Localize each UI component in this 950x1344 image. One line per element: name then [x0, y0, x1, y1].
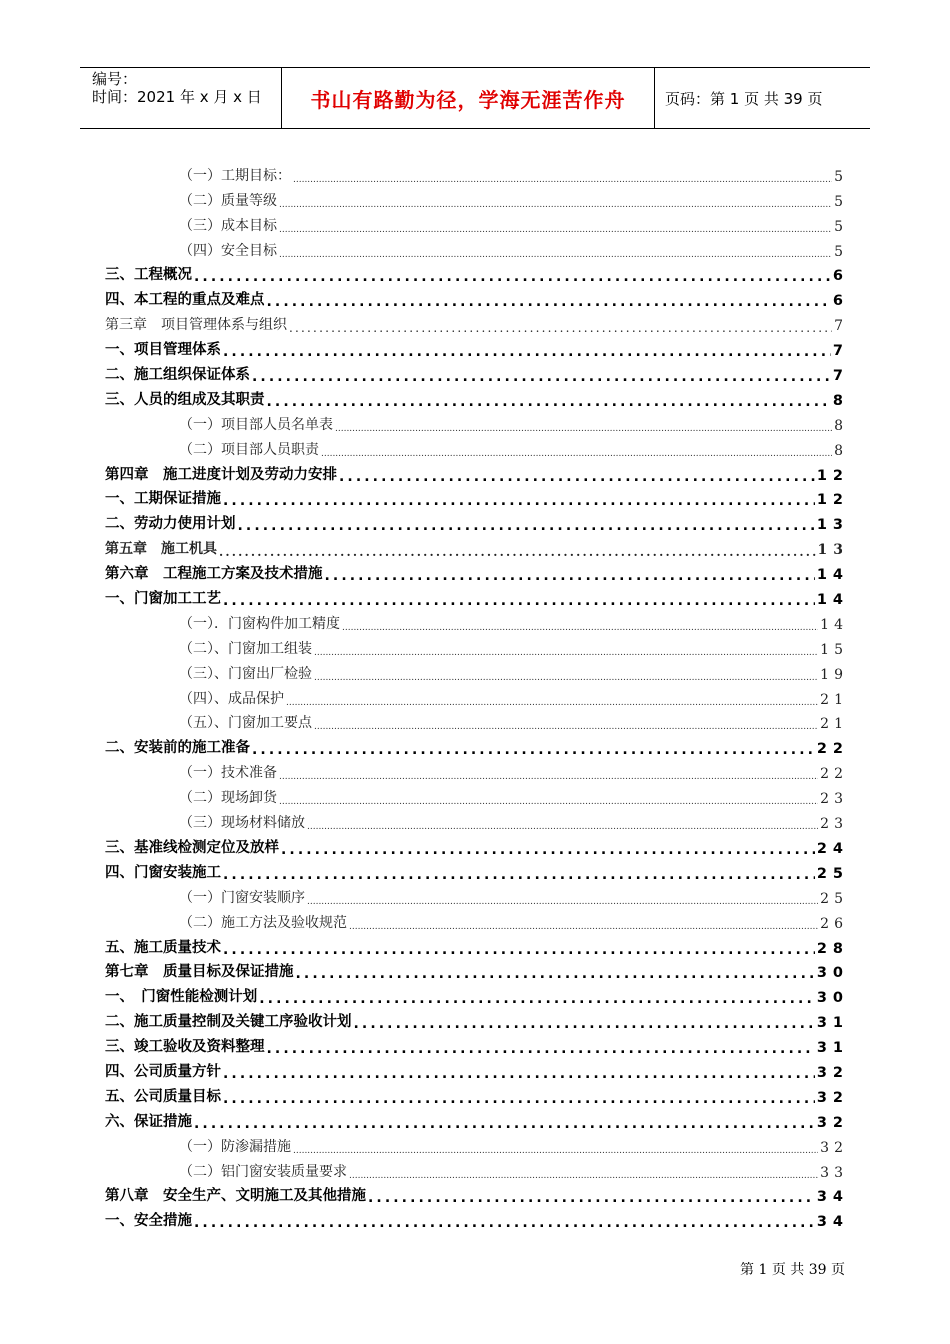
toc-dot-leader	[279, 196, 832, 210]
toc-entry-title: （四）、成品保护	[179, 690, 284, 707]
toc-entry-title: （二）现场卸货	[179, 790, 277, 807]
toc-entry-title: 一、项目管理体系	[105, 342, 221, 359]
toc-entry-title: 五、公司质量目标	[105, 1088, 221, 1105]
toc-dot-leader	[267, 395, 831, 409]
toc-entry[interactable]	[105, 1156, 848, 1181]
toc-entry-page: 12	[816, 467, 849, 484]
toc-entry-page: 32	[816, 1114, 849, 1131]
header-page-number: 页码：第 1 页 共 39 页	[665, 89, 823, 108]
toc-entry[interactable]	[105, 284, 849, 310]
toc-entry-title: 第三章 项目管理体系与组织	[105, 317, 287, 334]
toc-entry-title: 第六章 工程施工方案及技术措施	[105, 566, 323, 583]
toc-entry[interactable]	[105, 857, 849, 882]
toc-dot-leader	[307, 893, 818, 907]
toc-entry-title: （三）、门窗出厂检验	[179, 665, 312, 682]
toc-entry[interactable]	[105, 484, 849, 509]
toc-entry-title: 六、保证措施	[105, 1113, 192, 1130]
toc-entry-page: 32	[820, 1139, 848, 1156]
toc-dot-leader	[223, 943, 815, 957]
document-number-label: 编号：	[92, 70, 138, 88]
toc-entry-title: （一）防渗漏措施	[179, 1138, 291, 1155]
toc-entry[interactable]	[105, 1181, 849, 1206]
toc-entry-page: 24	[816, 840, 849, 857]
toc-entry-title: 第四章 施工进度计划及劳动力安排	[105, 466, 337, 483]
toc-entry-title: （一）门窗安装顺序	[179, 889, 305, 906]
toc-entry-title: （一）工期目标：	[179, 167, 291, 184]
toc-entry[interactable]	[105, 409, 848, 434]
toc-entry[interactable]	[105, 1031, 849, 1057]
toc-entry-page: 22	[820, 766, 848, 783]
toc-dot-leader	[349, 1167, 818, 1181]
toc-dot-leader	[314, 644, 818, 658]
toc-dot-leader	[194, 1216, 815, 1230]
toc-dot-leader	[335, 420, 832, 434]
toc-entry[interactable]	[105, 608, 848, 633]
toc-entry-title: （五）、门窗加工要点	[179, 715, 312, 732]
toc-entry-title: 四、门窗安装施工	[105, 864, 221, 881]
toc-entry-title: （二）施工方法及验收规范	[179, 914, 347, 931]
toc-entry[interactable]	[105, 658, 848, 683]
toc-entry[interactable]	[105, 260, 849, 285]
toc-entry[interactable]	[105, 583, 849, 609]
toc-entry[interactable]	[105, 907, 848, 932]
toc-entry[interactable]	[105, 533, 849, 559]
toc-dot-leader	[349, 918, 818, 932]
toc-dot-leader	[307, 818, 818, 832]
toc-entry-title: 第五章 施工机具	[105, 541, 217, 558]
toc-entry-title: （一）技术准备	[179, 765, 277, 782]
toc-entry-title: （二）项目部人员职责	[179, 441, 319, 458]
toc-entry-page: 5	[834, 193, 848, 210]
toc-entry[interactable]	[105, 1205, 849, 1231]
toc-entry[interactable]	[105, 558, 849, 584]
page-header	[80, 67, 870, 129]
toc-dot-leader	[281, 843, 815, 857]
toc-entry-title: 三、基准线检测定位及放样	[105, 839, 279, 856]
toc-entry-page: 5	[834, 243, 848, 260]
toc-dot-leader	[194, 270, 831, 284]
toc-entry-title: 三、竣工验收及资料整理	[105, 1039, 265, 1056]
toc-entry-page: 31	[816, 1015, 849, 1032]
toc-entry-page: 33	[820, 1164, 848, 1181]
toc-dot-leader	[223, 494, 815, 508]
toc-entry-page: 34	[816, 1214, 849, 1231]
toc-entry-page: 8	[834, 442, 848, 459]
toc-dot-leader	[259, 992, 815, 1006]
toc-entry-page: 23	[820, 816, 848, 833]
toc-dot-leader	[223, 868, 815, 882]
toc-entry-title: 四、公司质量方针	[105, 1063, 221, 1080]
toc-entry[interactable]	[105, 981, 849, 1007]
toc-entry-page: 25	[820, 890, 848, 907]
toc-entry-page: 32	[816, 1089, 849, 1106]
toc-entry[interactable]	[105, 708, 848, 733]
toc-entry-page: 14	[816, 592, 849, 609]
toc-entry-page: 15	[820, 641, 848, 658]
toc-entry-page: 30	[816, 965, 849, 982]
toc-entry[interactable]	[105, 882, 848, 907]
toc-entry-page: 6	[832, 268, 849, 285]
toc-entry-page: 7	[832, 368, 849, 385]
toc-entry-page: 34	[816, 1189, 849, 1206]
toc-entry-page: 13	[816, 517, 849, 534]
toc-entry[interactable]	[105, 1006, 849, 1032]
toc-entry-page: 30	[816, 990, 849, 1007]
toc-entry[interactable]	[105, 932, 849, 957]
toc-dot-leader	[321, 445, 832, 459]
toc-entry-title: 一、工期保证措施	[105, 491, 221, 508]
header-motto: 书山有路勤为径，学海无涯苦作舟	[282, 68, 655, 128]
toc-entry-page: 31	[816, 1040, 849, 1057]
toc-entry-page: 19	[820, 666, 848, 683]
toc-dot-leader	[289, 320, 832, 334]
toc-entry[interactable]	[105, 683, 848, 708]
toc-entry-page: 13	[817, 542, 849, 559]
toc-entry[interactable]	[105, 757, 848, 783]
header-meta	[80, 68, 282, 128]
toc-dot-leader	[223, 594, 815, 608]
toc-dot-leader	[238, 519, 815, 533]
toc-dot-leader	[354, 1017, 815, 1031]
toc-dot-leader	[279, 246, 832, 260]
toc-entry[interactable]	[105, 459, 849, 484]
toc-entry[interactable]	[105, 957, 849, 982]
toc-entry-title: 第八章 安全生产、文明施工及其他措施	[105, 1188, 366, 1205]
toc-entry[interactable]	[105, 1056, 849, 1081]
toc-entry-title: （一）．门窗构件加工精度	[179, 615, 340, 632]
toc-entry[interactable]	[105, 1081, 849, 1106]
toc-entry-title: 二、劳动力使用计划	[105, 516, 236, 533]
toc-entry-page: 23	[820, 791, 848, 808]
toc-entry-title: 三、工程概况	[105, 267, 192, 284]
toc-entry-title: （三）成本目标	[179, 217, 277, 234]
toc-entry-title: （一）项目部人员名单表	[179, 416, 333, 433]
toc-dot-leader	[279, 221, 832, 235]
toc-entry-title: 一、 门窗性能检测计划	[105, 989, 258, 1006]
toc-entry-title: 二、安装前的施工准备	[105, 740, 250, 757]
toc-entry-title: （二）、门窗加工组装	[179, 640, 312, 657]
toc-entry[interactable]	[105, 384, 849, 409]
toc-dot-leader	[286, 694, 818, 708]
toc-entry[interactable]	[105, 160, 848, 185]
toc-entry[interactable]	[105, 807, 848, 833]
toc-dot-leader	[325, 569, 815, 583]
toc-entry-title: 一、门窗加工工艺	[105, 591, 221, 608]
toc-entry-title: 三、人员的组成及其职责	[105, 391, 265, 408]
toc-entry-title: （二）质量等级	[179, 192, 277, 209]
toc-entry[interactable]	[105, 235, 848, 260]
toc-entry-title: 一、安全措施	[105, 1213, 192, 1230]
toc-dot-leader	[368, 1191, 815, 1205]
toc-dot-leader	[342, 619, 818, 633]
toc-dot-leader	[279, 793, 818, 807]
toc-entry-page: 25	[816, 865, 849, 882]
toc-dot-leader	[252, 370, 831, 384]
toc-entry-page: 5	[834, 218, 848, 235]
toc-entry-page: 7	[834, 318, 849, 335]
toc-dot-leader	[219, 544, 816, 558]
toc-entry-title: （三）现场材料储放	[179, 815, 305, 832]
toc-entry[interactable]	[105, 210, 848, 235]
toc-dot-leader	[223, 1092, 815, 1106]
toc-entry[interactable]	[105, 359, 849, 385]
toc-dot-leader	[314, 718, 818, 732]
toc-entry-page: 14	[816, 567, 849, 584]
toc-entry-page: 32	[816, 1064, 849, 1081]
toc-entry[interactable]	[105, 1131, 848, 1156]
toc-entry-page: 21	[820, 691, 848, 708]
toc-entry[interactable]	[105, 832, 849, 857]
toc-entry-title: 四、本工程的重点及难点	[105, 292, 265, 309]
toc-entry-title: （二）铝门窗安装质量要求	[179, 1163, 347, 1180]
toc-entry-page: 8	[834, 417, 848, 434]
toc-dot-leader	[339, 470, 815, 484]
toc-entry-page: 22	[816, 741, 849, 758]
toc-entry-page: 28	[816, 940, 849, 957]
toc-dot-leader	[267, 295, 831, 309]
toc-dot-leader	[252, 743, 815, 757]
toc-entry-title: 第七章 质量目标及保证措施	[105, 964, 294, 981]
toc-entry-title: （四）安全目标	[179, 242, 277, 259]
toc-entry-page: 26	[820, 915, 848, 932]
document-date-label: 时间：2021 年 x 月 x 日	[92, 88, 262, 106]
toc-entry[interactable]	[105, 185, 848, 210]
toc-entry-page: 6	[832, 293, 849, 310]
toc-dot-leader	[314, 669, 818, 683]
page-footer-number: 第 1 页 共 39 页	[740, 1262, 845, 1278]
toc-dot-leader	[267, 1042, 815, 1056]
toc-dot-leader	[279, 768, 818, 782]
toc-entry[interactable]	[105, 508, 849, 534]
toc-entry[interactable]	[105, 732, 849, 758]
toc-entry-page: 12	[816, 492, 849, 509]
toc-dot-leader	[296, 967, 815, 981]
toc-entry-page: 21	[820, 716, 848, 733]
toc-dot-leader	[293, 1142, 818, 1156]
toc-entry-title: 二、施工组织保证体系	[105, 367, 250, 384]
toc-entry-title: 二、施工质量控制及关键工序验收计划	[105, 1014, 352, 1031]
toc-entry[interactable]	[105, 1106, 849, 1131]
toc-entry-page: 14	[820, 616, 848, 633]
toc-entry-page: 5	[834, 168, 848, 185]
toc-entry[interactable]	[105, 309, 849, 335]
toc-entry[interactable]	[105, 434, 848, 459]
toc-entry-page: 7	[832, 343, 849, 360]
toc-entry-title: 五、施工质量技术	[105, 939, 221, 956]
toc-dot-leader	[194, 1117, 815, 1131]
table-of-contents	[105, 160, 849, 1231]
toc-entry[interactable]	[105, 633, 848, 658]
toc-dot-leader	[293, 171, 832, 185]
toc-entry[interactable]	[105, 334, 849, 360]
toc-entry[interactable]	[105, 782, 848, 808]
toc-dot-leader	[223, 1067, 815, 1081]
toc-dot-leader	[223, 345, 831, 359]
toc-entry-page: 8	[832, 392, 849, 409]
